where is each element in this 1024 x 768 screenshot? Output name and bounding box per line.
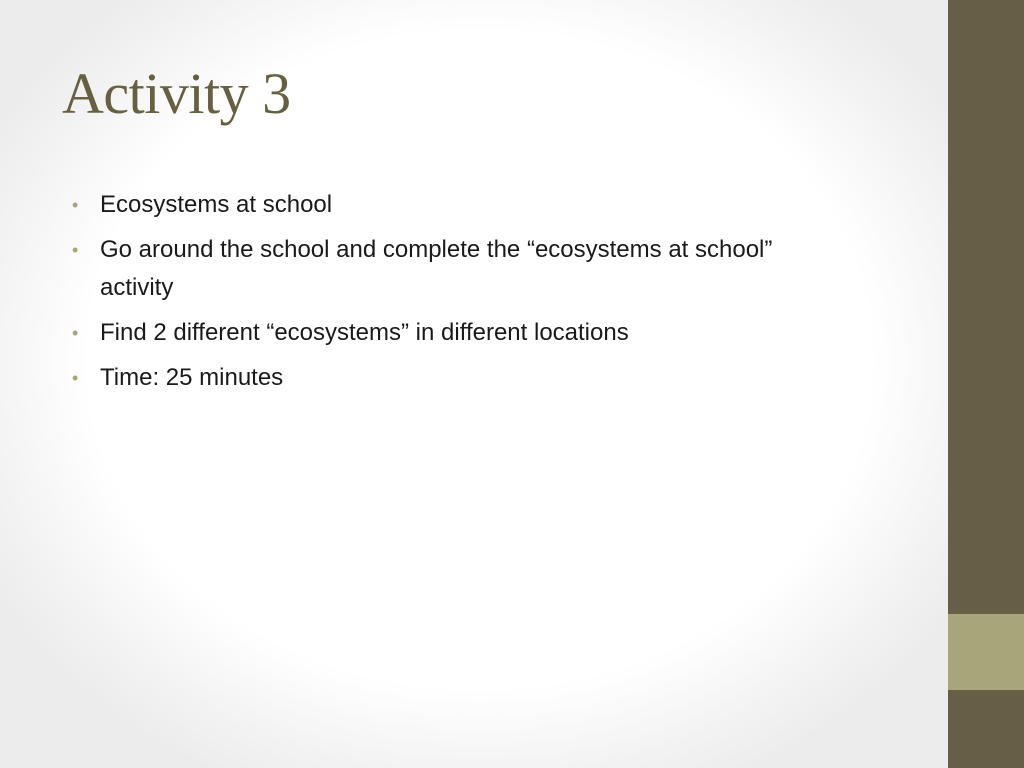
band-dark-top: [948, 0, 1024, 614]
band-accent-block: [948, 614, 1024, 690]
side-decoration-band: [948, 0, 1024, 768]
bullet-text: Ecosystems at school: [100, 191, 333, 218]
bullet-dot-icon: •: [72, 240, 79, 260]
list-item: [72, 359, 832, 397]
slide-title: Activity 3: [62, 61, 291, 126]
bullet-text: Find 2 different “ecosystems” in different locations: [100, 319, 629, 346]
band-dark-bottom: [948, 690, 1024, 768]
bullet-dot-icon: •: [72, 368, 79, 388]
bullet-dot-icon: •: [72, 195, 79, 215]
list-item: [72, 314, 832, 352]
bullet-text: Go around the school and complete the “ecosystems at school” activity: [100, 236, 773, 301]
bullet-text: Time: 25 minutes: [100, 364, 284, 391]
bullet-dot-icon: •: [72, 323, 79, 343]
bullet-list: [72, 186, 832, 404]
list-item: [72, 186, 832, 224]
list-item: [72, 231, 832, 307]
